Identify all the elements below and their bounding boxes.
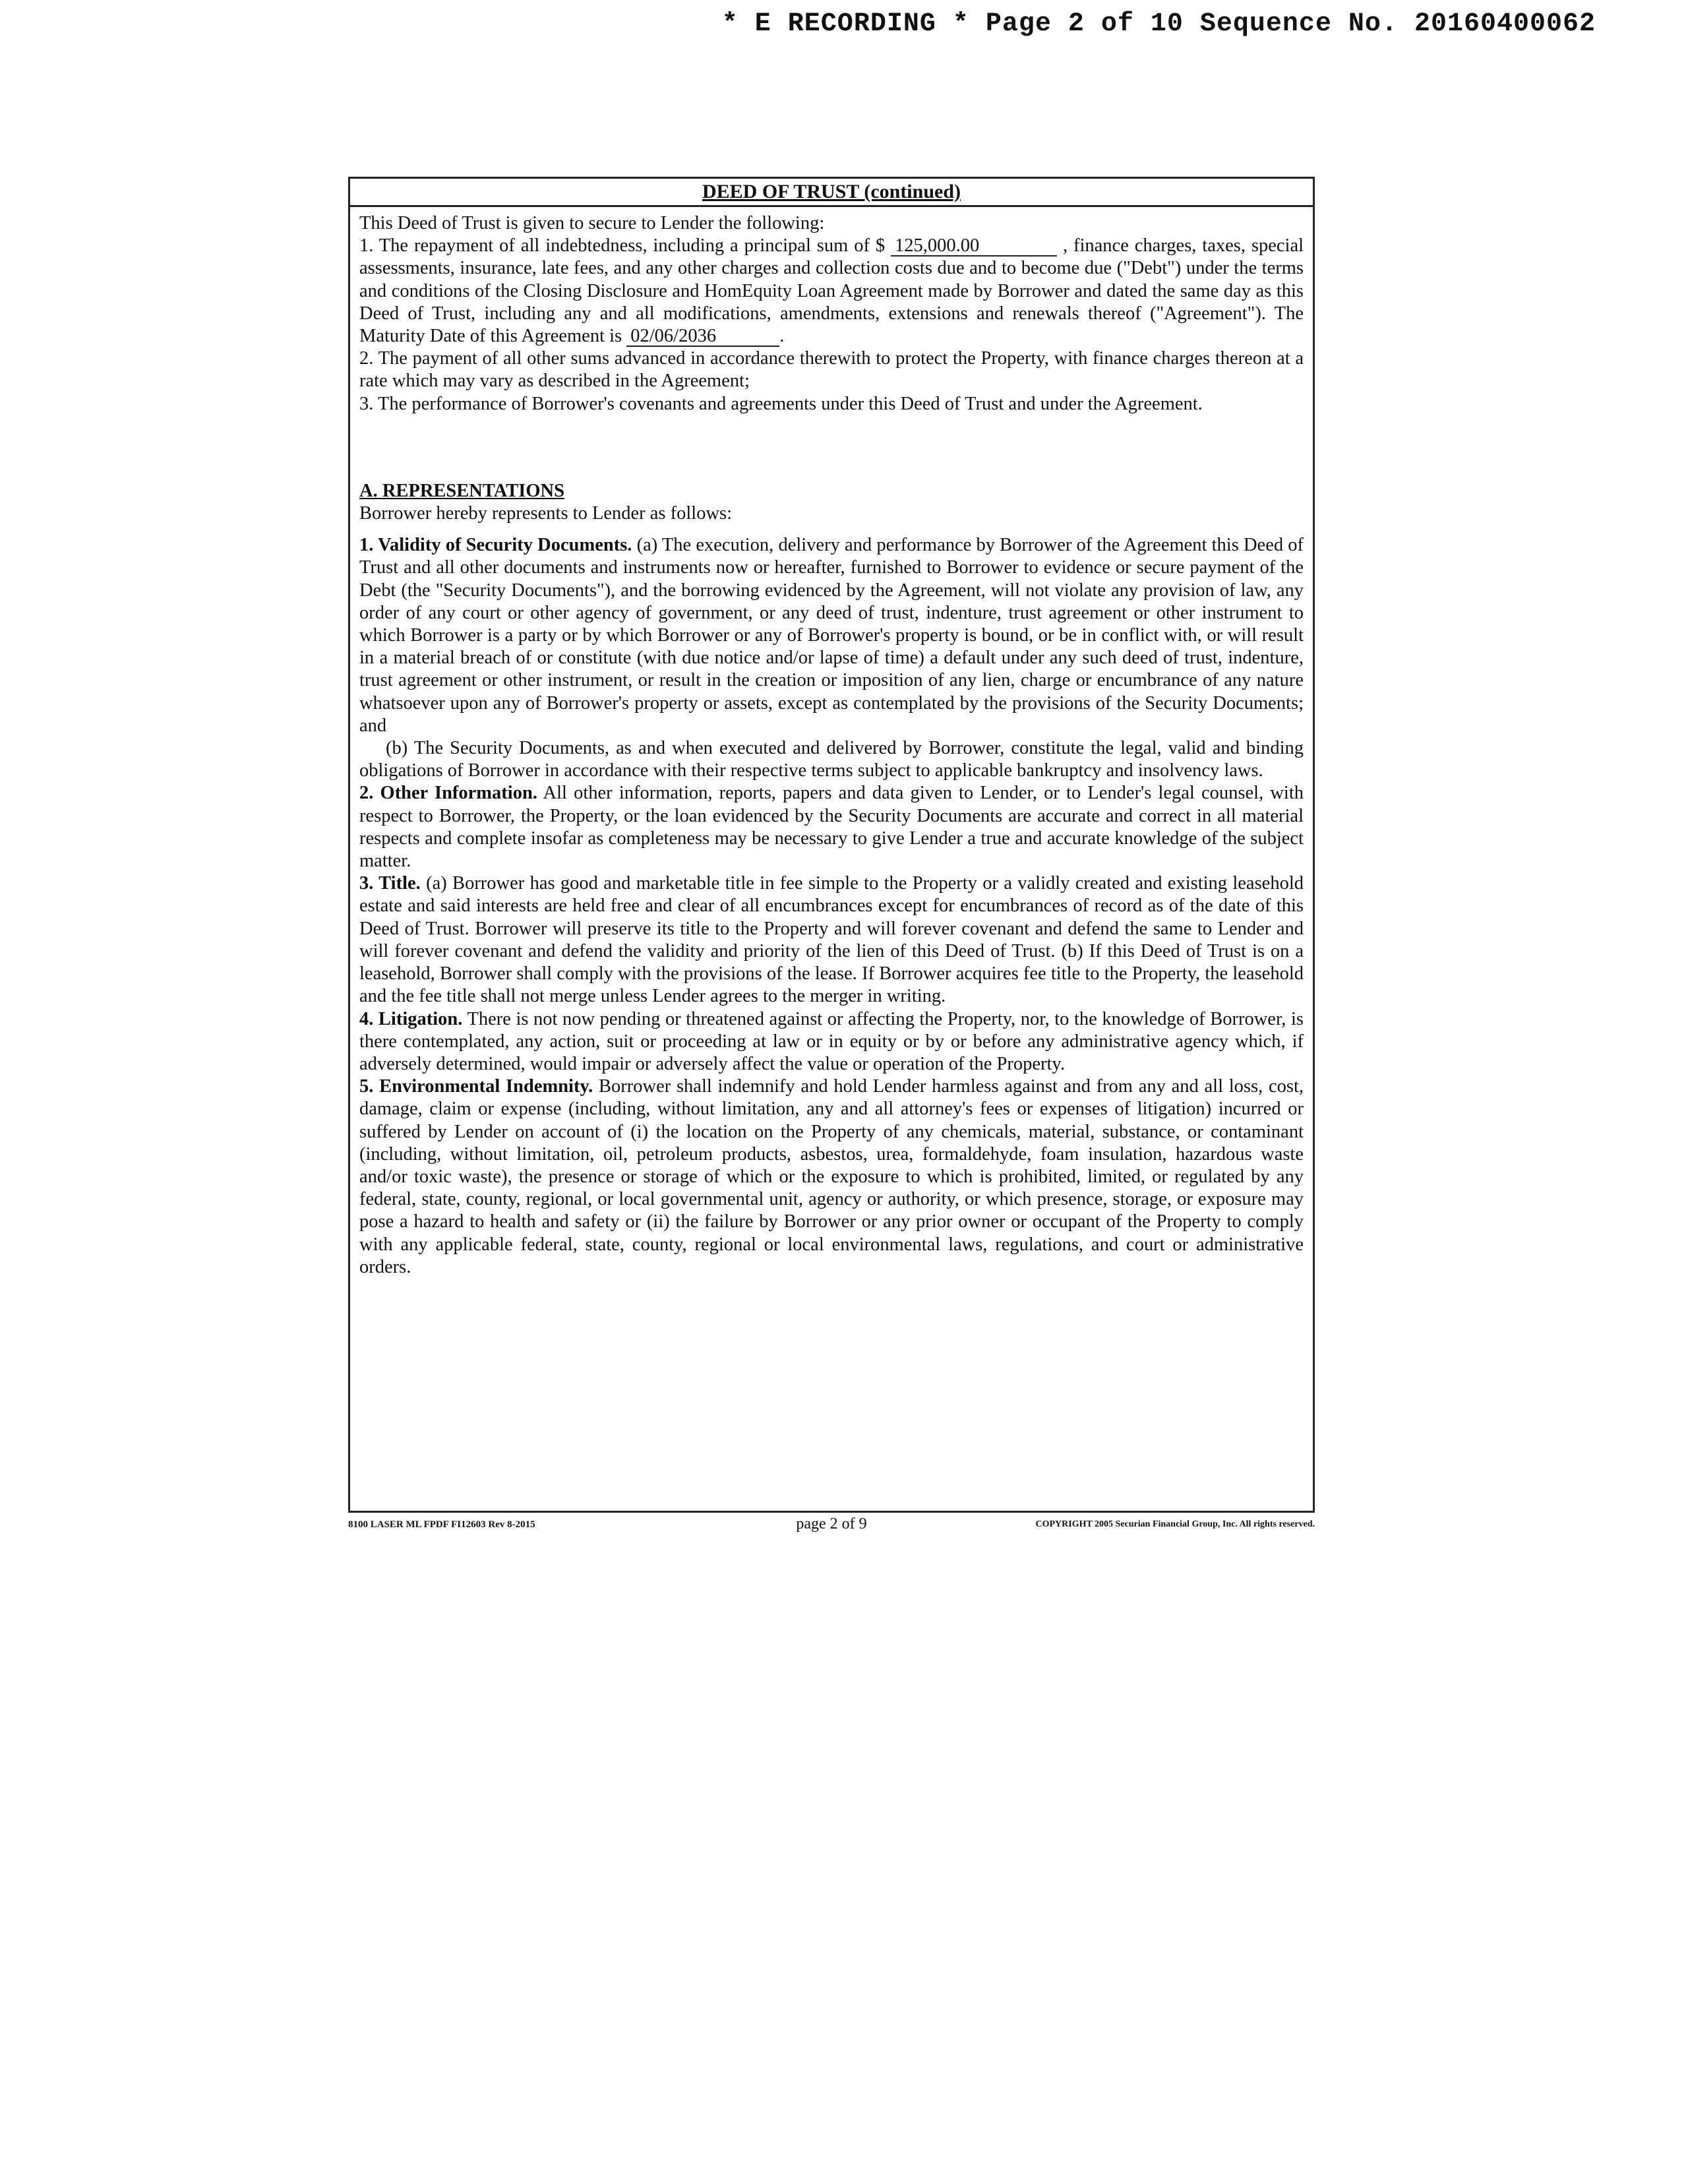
spacer xyxy=(359,525,1304,534)
deed-of-trust-form xyxy=(348,177,1315,1513)
representation-3 xyxy=(359,872,1304,1008)
form-content xyxy=(350,207,1313,1279)
rep-4-text: There is not now pending or threatened against or affecting the Property, nor, to the knowledge of Borrower, is there contemplated, any action, suit or proceeding at law or in equity or by or before any administrative agency which, if adversely determined, would impair or adversely affect the value or operation of the Property. xyxy=(359,1008,1304,1074)
page-number: page 2 of 9 xyxy=(796,1515,867,1532)
form-title-text: DEED OF TRUST (continued) xyxy=(702,181,961,202)
recording-header: * E RECORDING * Page 2 of 10 Sequence No. 20160400062 xyxy=(721,9,1596,39)
item-3: 3. The performance of Borrower's covenants and agreements under this Deed of Trust and under the Agreement. xyxy=(359,393,1203,414)
representation-1b: (b) The Security Documents, as and when executed and delivered by Borrower, constitute the legal, valid and binding obligations of Borrower in accordance with their respective terms subject to applicable bankruptcy and insolvency laws. xyxy=(359,738,1304,781)
form-id: 8100 LASER ML FPDF FI12603 Rev 8-2015 xyxy=(348,1519,535,1530)
rep-3-heading: 3. Title. xyxy=(359,873,421,894)
item-2: 2. The payment of all other sums advanced in accordance therewith to protect the Property, with finance charges thereon at a rate which may vary as described in the Agreement; xyxy=(359,348,1304,392)
representation-1 xyxy=(359,534,1304,737)
spacer xyxy=(359,415,1304,480)
rep-5-text: Borrower shall indemnify and hold Lender harmless against and from any and all loss, cost, damage, claim or expense (including, without limitation, any and all attorney's fees or expenses of litigation) incurred or suffered by Lender on account of (i) the location on the Property of any chemicals, material, substance, or contaminant (including, without limitation, oil, petroleum products, asbestos, urea, formaldehyde, foam insulation, hazardous waste and/or toxic waste), the presence or storage of which or the exposure to which is prohibited, limited, or regulated by any federal, state, county, regional, or local governmental unit, agency or authority, or which presence, storage, or exposure may pose a hazard to health and safety or (ii) the failure by Borrower or any prior owner or occupant of the Property to comply with any applicable federal, state, county, regional or local environmental laws, regulations, and court or administrative orders. xyxy=(359,1076,1304,1277)
rep-2-heading: 2. Other Information. xyxy=(359,783,537,804)
item-1-post: , finance charges, taxes, special assessments, insurance, late fees, and any other charges and collection costs due and to become due ("Debt") under the terms and conditions of the Closing Disclosure and HomEquity Loan Agreement made by Borrower and dated the same day as this Deed of Trust, including any and all modifications, amendments, extensions and renewals thereof ("Agreement"). The Maturity Date of this Agreement is xyxy=(359,235,1304,347)
section-a-title: A. REPRESENTATIONS xyxy=(359,480,564,501)
copyright: COPYRIGHT 2005 Securian Financial Group, Inc. All rights reserved. xyxy=(1035,1519,1315,1529)
page-footer xyxy=(348,1515,1315,1535)
maturity-date: 02/06/2036 xyxy=(626,327,779,347)
form-title xyxy=(350,179,1313,207)
item-1-pre: 1. The repayment of all indebtedness, including a principal sum of $ xyxy=(359,235,886,257)
section-a-intro: Borrower hereby represents to Lender as follows: xyxy=(359,503,733,524)
rep-2-text: All other information, reports, papers and data given to Lender, or to Lender's legal counsel, with respect to Borrower, the Property, or the loan evidenced by the Security Documents are accurate and correct in all material respects and complete insofar as completeness may be necessary to give Lender a true and accurate knowledge of the subject matter. xyxy=(359,783,1304,872)
rep-1-heading: 1. Validity of Security Documents. xyxy=(359,535,632,556)
representation-5 xyxy=(359,1076,1304,1279)
representation-4 xyxy=(359,1008,1304,1076)
rep-5-heading: 5. Environmental Indemnity. xyxy=(359,1076,593,1097)
rep-1-text: (a) The execution, delivery and performance by Borrower of the Agreement this Deed of Trust and all other documents and instruments now or hereafter, furnished to Borrower to evidence or secure payment of the Debt (the "Security Documents"), and the borrowing evidenced by the Agreement, will not violate any provision of law, any order of any court or other agency of government, or any deed of trust, indenture, trust agreement or other instrument to which Borrower is a party or by which Borrower or any of Borrower's property is bound, or be in conflict with, or will result in a material breach of or constitute (with due notice and/or lapse of time) a default under any such deed of trust, indenture, trust agreement or other instrument, or result in the creation or imposition of any lien, charge or encumbrance of any nature whatsoever upon any of Borrower's property or assets, except as contemplated by the provisions of the Security Documents; and xyxy=(359,535,1304,736)
rep-3-text: (a) Borrower has good and marketable title in fee simple to the Property or a validly created and existing leasehold estate and said interests are held free and clear of all encumbrances except for encumbrances of record as of the date of this Deed of Trust. Borrower will preserve its title to the Property and will forever covenant and defend the same to Lender and will forever covenant and defend the validity and priority of the lien of this Deed of Trust. (b) If this Deed of Trust is on a leasehold, Borrower shall comply with the provisions of the lease. If Borrower acquires fee title to the Property, the leasehold and the fee title shall not merge unless Lender agrees to the merger in writing. xyxy=(359,873,1304,1007)
representation-2 xyxy=(359,782,1304,872)
principal-amount: 125,000.00 xyxy=(891,237,1057,257)
rep-4-heading: 4. Litigation. xyxy=(359,1008,463,1029)
item-1 xyxy=(359,235,1304,348)
intro-text: This Deed of Trust is given to secure to Lender the following: xyxy=(359,213,825,233)
item-1-end: . xyxy=(779,326,785,347)
